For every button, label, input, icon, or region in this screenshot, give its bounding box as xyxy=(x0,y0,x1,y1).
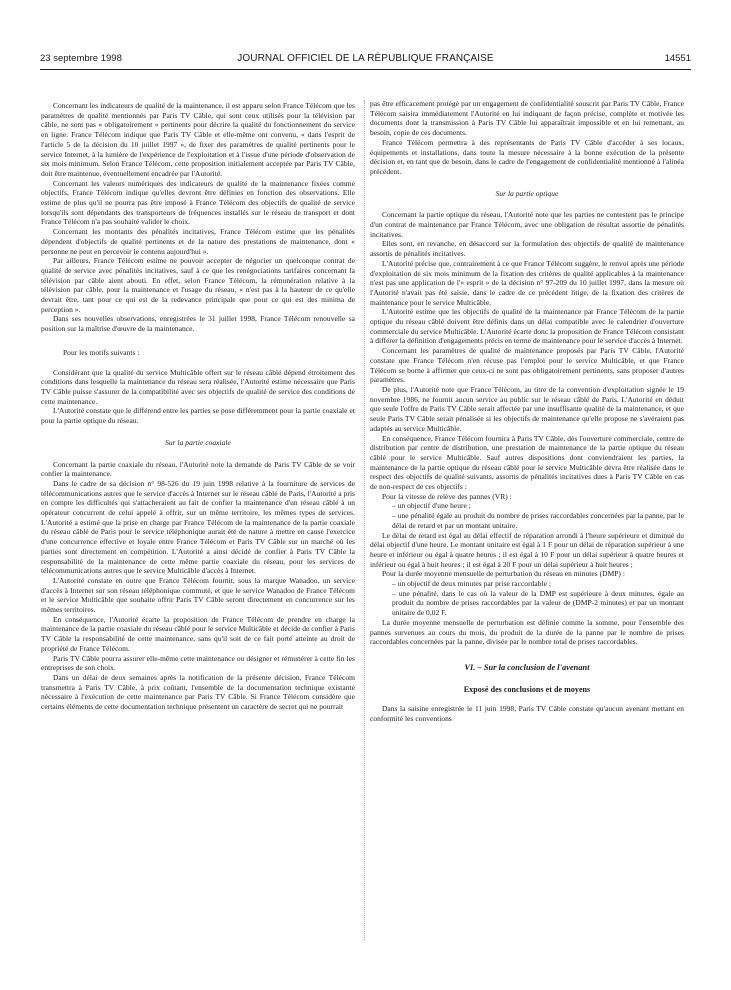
paragraph: Elles sont, en revanche, en désaccord sur la formulation des objectifs de qualité de maintenance assortis de pénalités incitatives. xyxy=(370,239,684,259)
paragraph: L'Autorité estime que les objectifs de qualité de la maintenance par France Télécom de la partie optique du réseau câblé doivent être définis dans un délai compatible avec le calendrier d'ouverture commerciale du service Multicâble. L'Autorité écarte donc la proposition de France Télécom consistant à différer la définition d'engagements précis en terme de maintenance pour le service d'accès à Internet. xyxy=(370,307,684,346)
paragraph: L'Autorité constate en outre que France Télécom fournit, sous la marque Wanadoo, un service d'accès à Internet sur son réseau téléphonique commuté, et que le service Wanadoo de France Télécom et le service Multicâble que souhaite offrir Paris TV Câble seront directement en concurrence sur les mêmes territoires. xyxy=(41,575,355,615)
list-item: – un objectif de deux minutes par prise raccordable ; xyxy=(392,579,551,589)
right-column xyxy=(370,99,684,724)
motifs-heading: Pour les motifs suivants : xyxy=(63,347,140,357)
paragraph: En conséquence, l'Autorité écarte la proposition de France Télécom de prendre en charge la maintenance de la partie coaxiale du réseau câblé pour le service Multicâble et décide de confier à Paris TV Câble la responsabilité de cette maintenance, sans qu'il soit de ce fait porté atteinte au droit de propriété de France Télécom. xyxy=(41,614,355,653)
paragraph: Le délai de retard est égal au délai effectif de réparation arrondi à l'heure supérieure et diminué du délai objectif d'une heure. Le montant unitaire est égal à 1 F pour un délai de réparation supérieur à une heure et inférieur ou égal à quatre heures ; il est égal à 10 F pour un délai supérieur à quatre heures et inférieur ou égal à huit heures ; il est égal à 20 F pour un délai supérieur à huit heures ; xyxy=(370,530,684,569)
paragraph: Dans ses nouvelles observations, enregistrées le 31 juillet 1998, France Télécom renouvelle sa position sur la maîtrise d'œuvre de la maintenance. xyxy=(41,314,355,334)
column-divider xyxy=(364,100,365,940)
list-item: – un objectif d'une heure ; xyxy=(392,501,471,511)
paragraph: Par ailleurs, France Télécom estime ne pouvoir accepter de négocier un quelconque contrat de qualité de service avec pénalités incitatives, sauf à ce que les renégociations tarifaires concernant la télévision par câble aient abouti. En effet, selon France Télécom, la rémunération relative à la télévision par câble, pour la maintenance et l'usage du réseau, « n'est pas à la hauteur de ce qu'elle devrait être, tant pour ce qui est de la redevance principale que pour ce qui est des minima de perception ». xyxy=(41,256,355,314)
left-column xyxy=(41,101,355,712)
paragraph: La durée moyenne mensuelle de perturbation est définie comme la somme, pour l'ensemble des pannes survenues au cours du mois, du produit de la durée de la panne par le nombre de prises raccordables concernées par la panne, divisée par le nombre total de prises raccordables. xyxy=(370,617,684,647)
paragraph: Pour la durée moyenne mensuelle de perturbation du réseau en minutes (DMP) : xyxy=(382,569,625,579)
subsection-heading: Sur la partie coaxiale xyxy=(165,437,231,447)
paragraph: pas être efficacement protégé par un engagement de confidentialité souscrit par Paris TV Câble, France Télécom saisira immédiatement l'Autorité en lui indiquant de façon précise, complète et motivée les documents dont la transmission à Paris TV Câble lui apparaîtrait impossible et en lui remettant, au besoin, copie de ces documents. xyxy=(370,99,684,138)
paragraph: Considérant que la qualité du service Multicâble offert sur le réseau câblé dépend étroitement des conditions dans lesquelle la maintenance du réseau sera réalisée, l'Autorité estime nécessaire que Paris TV Câble puisse s'assurer de la compatibilité avec ses objectifs de qualité de service des conditions de cette maintenance. xyxy=(41,367,355,406)
paragraph: L'Autorité constate que le différend entre les parties se pose différemment pour la partie coaxiale et pour la partie optique du réseau. xyxy=(41,406,355,426)
header-title: JOURNAL OFFICIEL DE LA RÉPUBLIQUE FRANÇAISE xyxy=(237,53,494,64)
paragraph: De plus, l'Autorité note que France Télécom, au titre de la convention d'exploitation signée le 19 novembre 1986, ne fournit aucun service au public sur le réseau câblé de Paris. L'Autorité en déduit que seule l'offre de Paris TV Câble serait affectée par une insuffisante qualité de la maintenance, et que seule Paris TV Câble serait pénalisée si les objectifs de maintenance qu'elle propose ne s'avéraient pas adaptés au service Multicâble. xyxy=(370,384,684,433)
paragraph: En conséquence, France Télécom fournira à Paris TV Câble, dès l'ouverture commerciale, centre de distribution par centre de distribution, une prestation de maintenance de la partie optique du réseau câblé pour le service Multicâble. Sauf autres dispositions dont conviendraient les parties, la maintenance de la partie optique du réseau câblé pour le service Multicâble devra être réalisée dans le respect des objectifs de qualité suivants, assortis de pénalités incitatives dues à Paris TV Câble en cas de non-respect de ces objectifs : xyxy=(370,433,684,492)
list-item: – une pénalité, dans le cas où la valeur de la DMP est supérieure à deux minutes, égale au produit du nombre de prises raccordables par la valeur de (DMP-2 minutes) et par un montant unitaire de 0,02 F. xyxy=(392,588,684,618)
paragraph: Concernant la partie optique du réseau, l'Autorité note que les parties ne contestent pas le principe d'un contrat de maintenance par France Télécom, avec une obligation de résultat assortie de pénalités incitatives. xyxy=(370,210,684,239)
section-title: VI. – Sur la conclusion de l'avenant xyxy=(464,662,590,672)
header-rule xyxy=(40,69,691,70)
paragraph: Concernant les montants des pénalités incitatives, France Télécom estime que les pénalités dépendent d'objectifs de qualité pertinents et de la nature des prestations de maintenance, dont « personne ne peut en percevoir le contenu aujourd'hui ». xyxy=(41,227,355,256)
header-page-number: 14551 xyxy=(664,53,691,64)
paragraph: Concernant les valeurs numériques des indicateurs de qualité de la maintenance fixées comme objectifs, France Télécom indique qu'elles devront être définies en fonction des observations. Elle estime de plus qu'il ne pourra pas être imposé à France Télécom des objectifs de qualité de service lorsqu'ils sont dépendants des transporteurs de fréquences installés sur le réseau de transport et dont France Télécom n'a pas souhaité valider le choix. xyxy=(41,178,355,227)
paragraph: L'Autorité précise que, contrairement à ce que France Télécom suggère, le renvoi après une période d'exploitation de six mois minimum de la fixation des critères de qualité applicables à la maintenance n'est pas une application de l'« esprit » de la décision n° 97-209 du 10 juillet 1997, dans la mesure où l'Autorité n'avait pas été saisie, dans le cadre de ce précédent litige, de la fixation des critères de maintenance pour le service Multicâble. xyxy=(370,258,684,307)
subsection-heading: Sur la partie optique xyxy=(495,188,559,198)
paragraph: Pour la vitesse de relève des pannes (VR) : xyxy=(382,491,512,501)
paragraph: Dans un délai de deux semaines après la notification de la présente décision, France Télécom transmettra à Paris TV Câble, à prix coûtant, l'ensemble de la documentation technique existante nécessaire à l'exécution de cette maintenance par Paris TV Câble. Si France Télécom considère que certains éléments de cette documentation technique présentent un caractère de secret qui ne pourrait xyxy=(41,672,355,712)
header-date: 23 septembre 1998 xyxy=(40,53,122,64)
section-subtitle: Exposé des conclusions et de moyens xyxy=(463,684,591,694)
paragraph: Dans la saisine enregistrée le 11 juin 1998, Paris TV Câble constate qu'aucun avenant mettant en conformité les conventions xyxy=(370,704,684,724)
paragraph: Concernant les paramètres de qualité de maintenance proposés par Paris TV Câble, l'Autorité constate que France Télécom n'en récuse pas l'emploi pour le service Multicâble, et que France Télécom se borne à affirmer que ceux-ci ne sont pas obligatoirement pertinents, sans proposer d'autres paramètres. xyxy=(370,346,684,385)
paragraph: Paris TV Câble pourra assurer elle-même cette maintenance ou désigner et rémunérer à cette fin les entreprises de son choix. xyxy=(41,653,355,673)
list-item: – une pénalité égale au produit du nombre de prises raccordables concernées par la panne, par le délai de retard et par un montant unitaire. xyxy=(392,511,684,530)
paragraph: Concernant la partie coaxiale du réseau, l'Autorité note la demande de Paris TV Câble de se voir confier la maintenance. xyxy=(41,459,355,479)
paragraph: Dans le cadre de sa décision n° 98-526 du 19 juin 1998 relative à la fourniture de services de télécommunications autres que le service d'accès à Internet sur le réseau câblé de Paris, l'Autorité a pris en compte les difficultés qui s'attacheraient au fait de confier la maintenance d'un réseau câblé à un opérateur concurrent de celui appelé à offrir, sur un même territoire, les mêmes types de services. L'Autorité a estimé que la prise en charge par France Télécom de la maintenance de la partie coaxiale du réseau câblé de Paris pour le service téléphonique aurait été de nature à mettre en cause l'exercice d'une concurrence effective et loyale entre France Télécom et Paris TV Câble sur un marché où les parties sont directement en compétition. L'Autorité a ainsi décidé de confier à Paris TV Câble la responsabilité de la maintenance de cette même partie coaxiale du réseau, pour les services de télécommunications autres que le service Multicâble d'accès à Internet. xyxy=(41,478,355,576)
paragraph: Concernant les indicateurs de qualité de la maintenance, il est apparu selon France Télécom que les paramètres de qualité mentionnés par Paris TV Câble, qui sont ceux utilisés pour la télévision par câble, ne sont pas « obligatoirement » pertinents pour décrire la qualité du fonctionnement du service en ligne. France Télécom indique que Paris TV Câble et elle-même ont convenu, « dans l'esprit de l'article 5 de la décision du 10 juillet 1997 », de fixer des paramètres de qualité pertinents pour le service Internet, à la lumière de l'expérience de l'exploitation et à l'issue d'une période d'observation de six mois minimum. Selon France Télécom, cette proposition initialement acceptée par Paris TV Câble, doit être maintenue, éventuellement encadrée par l'Autorité. xyxy=(41,101,355,178)
paragraph: France Télécom permettra à des représentants de Paris TV Câble d'accéder à ses locaux, équipements et installations, dans toute la mesure nécessaire à la bonne exécution de la présente décision et, en tant que de besoin, dans le cadre de l'engagement de confidentialité mentionné à l'alinéa précédent. xyxy=(370,137,684,176)
